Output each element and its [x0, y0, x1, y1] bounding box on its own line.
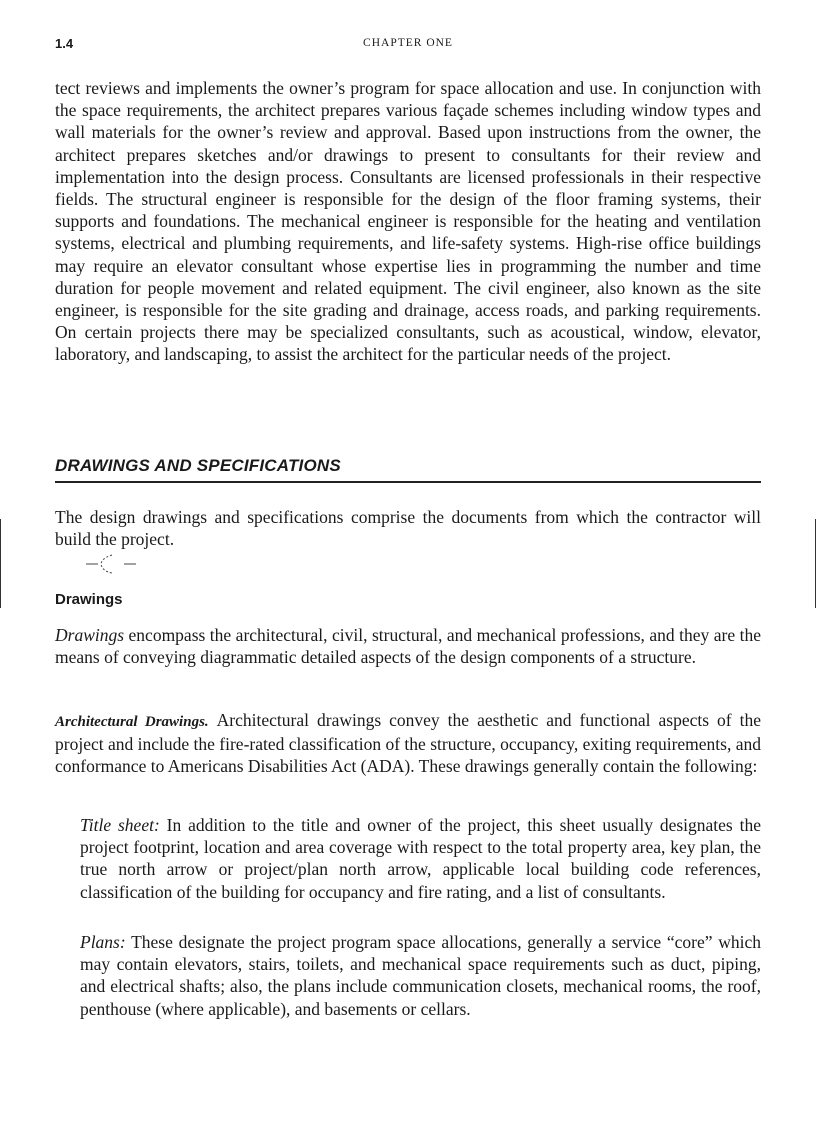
section-intro-paragraph: The design drawings and specifications comprise the documents from which the contractor will build the project. [55, 507, 761, 550]
scan-artifact-mark [84, 552, 140, 576]
drawings-term: Drawings [55, 625, 125, 645]
drawings-paragraph [55, 624, 761, 668]
architectural-drawings-run-in: Architectural Drawings. [55, 714, 209, 730]
plans-term: Plans: [80, 932, 126, 952]
plans-text: These designate the project program space allocations, generally a service “core” which may contain elevators, stairs, toilets, and mechanical space requirements such as duct, piping, and electrical shafts; also, the plans include communication closets, mechanical rooms, the roof, penthouse (where applicable), and basements or cellars. [80, 932, 761, 1019]
architectural-drawings-paragraph [55, 709, 761, 778]
page-number: 1.4 [55, 36, 74, 51]
running-header [55, 36, 761, 54]
drawings-text: encompass the architectural, civil, structural, and mechanical professions, and they are the means of conveying diagrammatic detailed aspects of the design components of a structure. [55, 625, 761, 668]
title-sheet-term: Title sheet: [80, 815, 160, 835]
list-item-title-sheet [80, 814, 761, 903]
title-sheet-text: In addition to the title and owner of the project, this sheet usually designates the project footprint, location and area coverage with respect to the total property area, key plan, the true north arrow or project/plan north arrow, applicable local building code references, classification of the building for occupancy and fire rating, and a list of consultants. [80, 815, 761, 902]
intro-paragraph: tect reviews and implements the owner’s program for space allocation and use. In conjunction with the space requirements, the architect prepares various façade schemes including window types and wall materials for the owner’s review and approval. Based upon instructions from the owner, the architect prepares sketches and/or drawings to present to consultants for their review and implementation into the design process. Consultants are licensed professionals in their respective fields. The structural engineer is responsible for the design of the floor framing systems, their supports and foundations. The mechanical engineer is responsible for the heating and ventilation systems, electrical and plumbing requirements, and life-safety systems. High-rise office buildings may require an elevator consultant whose expertise lies in programming the number and time duration for people movement and related equipment. The civil engineer, also known as the site engineer, is responsible for the site grading and drainage, access roads, and parking requirements. On certain projects there may be specialized consultants, such as acoustical, window, elevator, laboratory, and landscaping, to assist the architect for the particular needs of the project. [55, 78, 761, 365]
left-margin-rule [0, 519, 1, 608]
section-heading: DRAWINGS AND SPECIFICATIONS [55, 456, 761, 483]
subsection-heading-drawings: Drawings [55, 591, 123, 608]
architectural-drawings-text: Architectural drawings convey the aesthetic and functional aspects of the project and include the fire-rated classification of the structure, occupancy, exiting requirements, and conformance to Americans Disabilities Act (ADA). These drawings generally contain the following: [55, 710, 762, 777]
list-item-plans [80, 931, 761, 1020]
chapter-title: CHAPTER ONE [363, 37, 453, 49]
